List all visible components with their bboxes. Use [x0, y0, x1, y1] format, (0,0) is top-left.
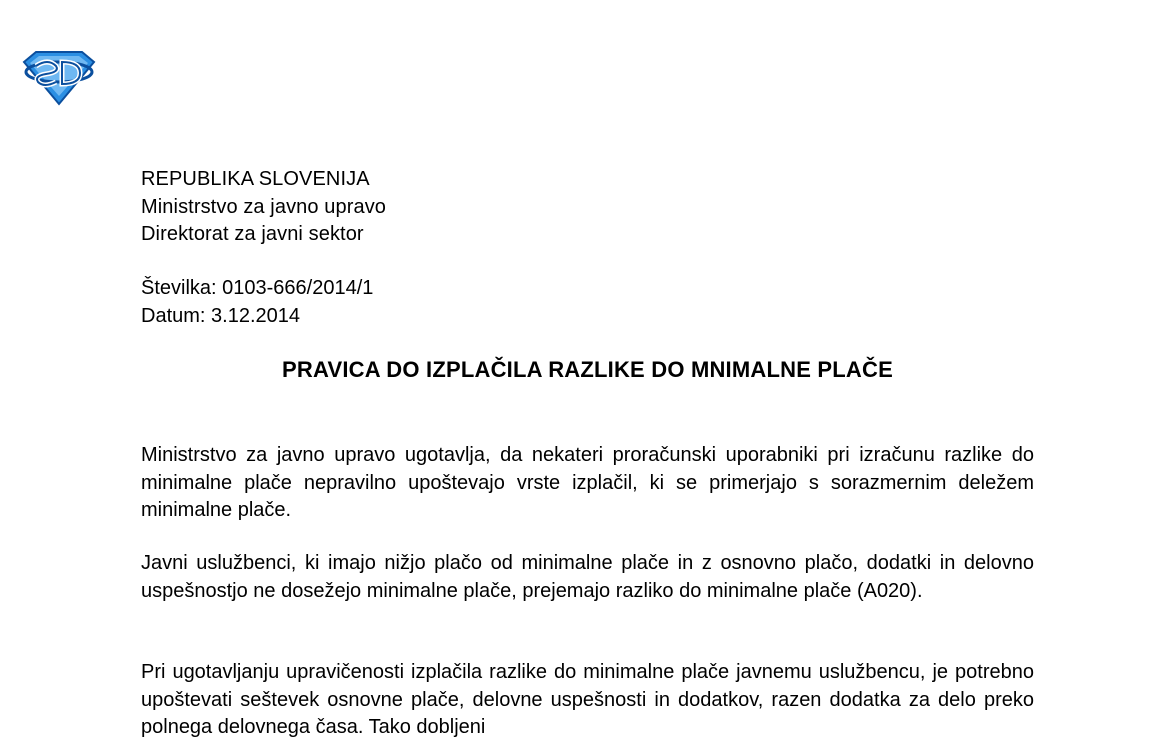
ministry-name: Ministrstvo za javno upravo — [141, 195, 387, 218]
sd-shield-icon — [22, 50, 96, 106]
document-date: Datum: 3.12.2014 — [141, 304, 300, 327]
country-name: REPUBLIKA SLOVENIJA — [141, 168, 370, 190]
paragraph-3: Pri ugotavljanju upravičenosti izplačila razlike do minimalne plače javnemu uslužbencu, je potrebno upoštevati seštevek osnovne plače, delovne uspešnosti in dodatkov, razen dodatka za delo preko polnega delovnega časa. Tako dobljeni — [141, 661, 1034, 738]
sender-block — [141, 166, 386, 249]
directorate-name: Direktorat za javni sektor — [141, 223, 364, 245]
document-title: PRAVICA DO IZPLAČILA RAZLIKE DO MNIMALNE PLAČE — [282, 357, 893, 382]
document-meta — [141, 275, 373, 330]
document-number: Številka: 0103-666/2014/1 — [141, 277, 374, 299]
paragraph-2: Javni uslužbenci, ki imajo nižjo plačo od minimalne plače in z osnovno plačo, dodatki in delovno uspešnostjo ne dosežejo minimalne plače, prejemajo razliko do minimalne plače (A020). — [141, 552, 1034, 602]
sd-logo — [22, 50, 96, 106]
paragraph-1: Ministrstvo za javno upravo ugotavlja, da nekateri proračunski uporabniki pri izračunu razlike do minimalne plače nepravilno upoštevajo vrste izplačil, ki se primerjajo s sorazmernim deležem minimalne plače. — [141, 444, 1034, 521]
